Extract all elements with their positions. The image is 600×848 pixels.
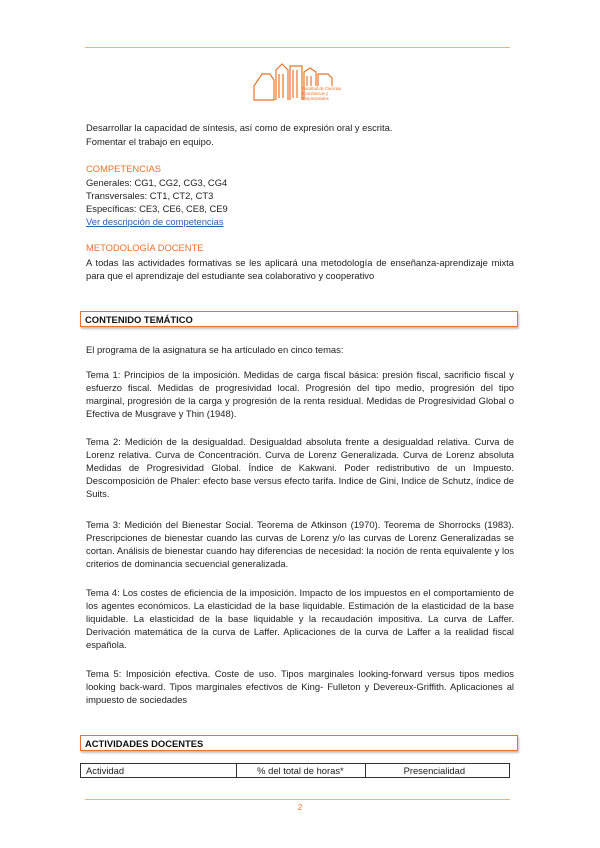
actividades-table xyxy=(80,763,510,778)
logo-text: Facultad de Ciencias Económicas y Empresariales xyxy=(302,86,342,101)
contenido-section-header xyxy=(80,311,518,327)
tema-4: Tema 4: Los costes de eficiencia de la imposición. Impacto de los impuestos en el comportamiento de los agentes económicos. La elasticidad de la base liquidable. Estimación de la elasticidad de la base liquidable. La elasticidad de la base liquidable y la recaudación impositiva. La curva de Laffer. Derivación matemática de la curva de Laffer. Aplicaciones de la curva de Laffer a la realidad fiscal española. xyxy=(86,587,514,650)
competencias-generales: Generales: CG1, CG2, CG3, CG4 xyxy=(86,177,228,188)
table-header-horas: % del total de horas* xyxy=(237,764,365,777)
competencias-heading: COMPETENCIAS xyxy=(86,163,162,174)
competencias-description-link[interactable]: Ver descripción de competencias xyxy=(86,216,224,227)
footer-rule xyxy=(85,799,510,800)
tema-1: Tema 1: Principios de la imposición. Medidas de carga fiscal básica: presión fiscal, sacrificio fiscal y esfuerzo fiscal. Medidas de progresividad local. Progresión del tipo medio, progresión del tipo marginal, progresión de la carga y progresión de la renta residual. Medidas de Progresividad Global o Efectiva de Musgrave y Thin (1948). xyxy=(86,369,514,419)
header-rule xyxy=(85,47,510,48)
actividades-heading: ACTIVIDADES DOCENTES xyxy=(85,738,204,749)
competencias-transversales: Transversales: CT1, CT2, CT3 xyxy=(86,190,214,201)
table-header-presencialidad: Presencialidad xyxy=(403,765,466,776)
page-number: 2 xyxy=(297,803,303,812)
metodologia-heading: METODOLOGÍA DOCENTE xyxy=(86,242,204,253)
tema-5: Tema 5: Imposición efectiva. Coste de uso. Tipos marginales looking-forward versus tipos medios looking back-ward. Tipos marginales efectivos de King- Fulleton y Devereux-Griffith. Aplicaciones al impuesto de sociedades xyxy=(86,668,514,705)
actividades-section-header xyxy=(80,735,518,751)
contenido-intro: El programa de la asignatura se ha articulado en cinco temas: xyxy=(86,344,344,355)
competencias-especificas: Específicas: CE3, CE6, CE8, CE9 xyxy=(86,203,228,214)
intro-line-1: Desarrollar la capacidad de síntesis, así como de expresión oral y escrita. xyxy=(86,122,393,133)
tema-3: Tema 3: Medición del Bienestar Social. Teorema de Atkinson (1970). Teorema de Shorrocks (1983). Prescripciones de bienestar cuando las curvas de Lorenz y/o las curvas de Lorenz Generalizadas se cortan. Análisis de bienestar cuando hay diferencias de necesidad: la noción de renta equivalente y los criterios de dominancia secuencial generalizada. xyxy=(86,519,514,569)
tema-2: Tema 2: Medición de la desigualdad. Desigualdad absoluta frente a desigualdad relativa. Curva de Lorenz relativa. Curva de Concentración. Curva de Lorenz Generalizada. Curva de Lorenz absoluta Medidas de Progresividad Global. Índice de Kakwani. Poder redistributivo de un Impuesto. Descomposición de Phaler: efecto base versus efecto tarifa. Indice de Gini, Indice de Schutz, índice de Suits. xyxy=(86,436,514,499)
metodologia-text: A todas las actividades formativas se les aplicará una metodología de enseñanza-aprendizaje mixta para que el aprendizaje del estudiante sea colaborativo y cooperativo xyxy=(86,257,514,281)
intro-line-2: Fomentar el trabajo en equipo. xyxy=(86,136,214,147)
contenido-heading: CONTENIDO TEMÁTICO xyxy=(85,314,193,325)
table-header-actividad: Actividad xyxy=(81,764,237,777)
